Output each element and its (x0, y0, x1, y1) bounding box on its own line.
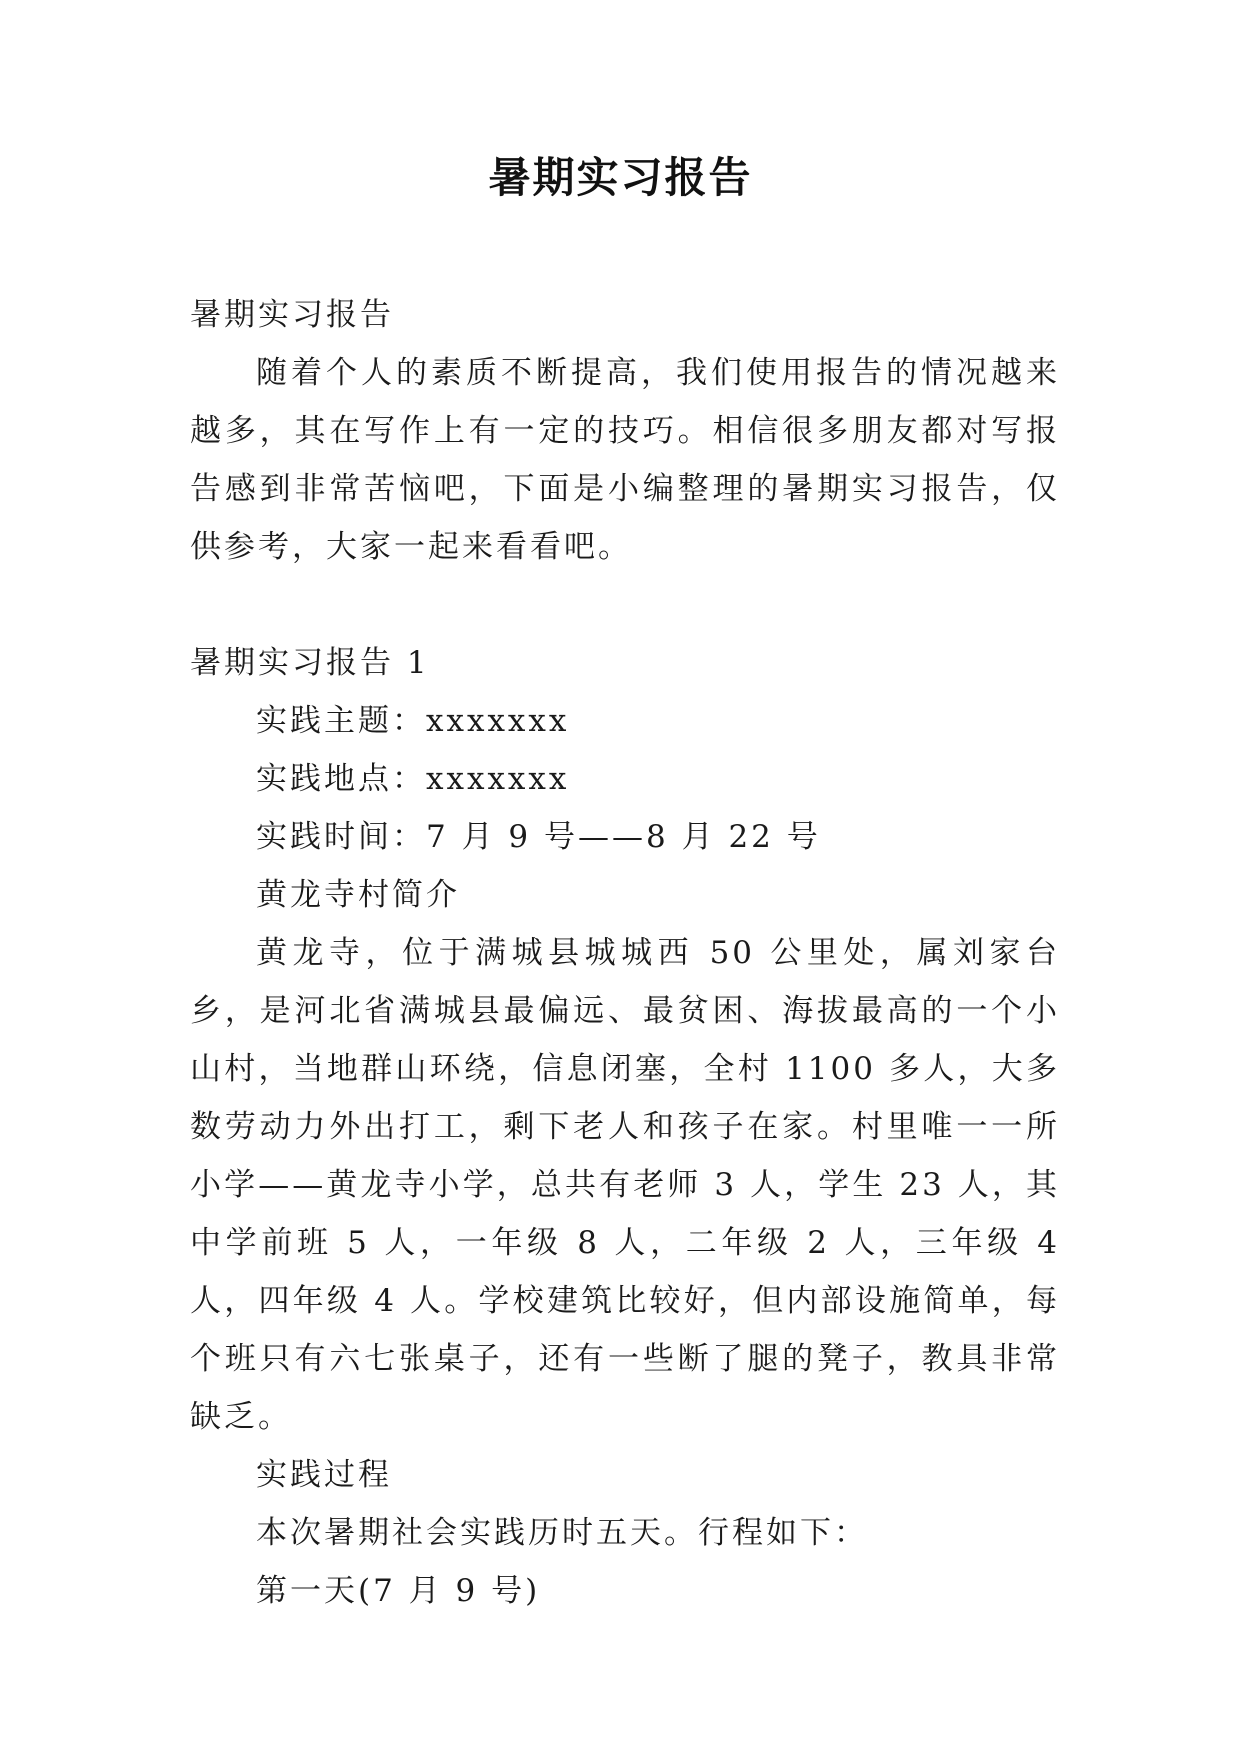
village-intro-paragraph: 黄龙寺，位于满城县城城西 50 公里处，属刘家台乡，是河北省满城县最偏远、最贫困、海拔最高的一个小山村，当地群山环绕，信息闭塞，全村 1100 多人，大多数劳动力外出打工，剩下老人和孩子在家。村里唯一一所小学——黄龙寺小学，总共有老师 3 人，学生 23 人，其中学前班 5 人，一年级 8 人，二年级 2 人，三年级 4 人，四年级 4 人。学校建筑比较好，但内部设施简单，每个班只有六七张桌子，还有一些断了腿的凳子，教具非常缺乏。 (190, 935, 1060, 1435)
village-intro-heading: 黄龙寺村简介 (256, 877, 460, 913)
section-heading: 暑期实习报告 (190, 297, 394, 333)
practice-time: 实践时间：7 月 9 号——8 月 22 号 (256, 819, 821, 855)
report-heading: 暑期实习报告 1 (190, 645, 430, 681)
schedule-line: 本次暑期社会实践历时五天。行程如下： (256, 1515, 868, 1551)
document-body (190, 286, 1060, 1620)
document-title: 暑期实习报告 (488, 153, 753, 202)
day-one-line: 第一天(7 月 9 号) (256, 1573, 541, 1609)
practice-theme: 实践主题：xxxxxxx (256, 703, 570, 739)
intro-paragraph: 随着个人的素质不断提高，我们使用报告的情况越来越多，其在写作上有一定的技巧。相信很多朋友都对写报告感到非常苦恼吧，下面是小编整理的暑期实习报告，仅供参考，大家一起来看看吧。 (190, 355, 1060, 565)
process-heading: 实践过程 (256, 1457, 392, 1493)
practice-location: 实践地点：xxxxxxx (256, 761, 570, 797)
